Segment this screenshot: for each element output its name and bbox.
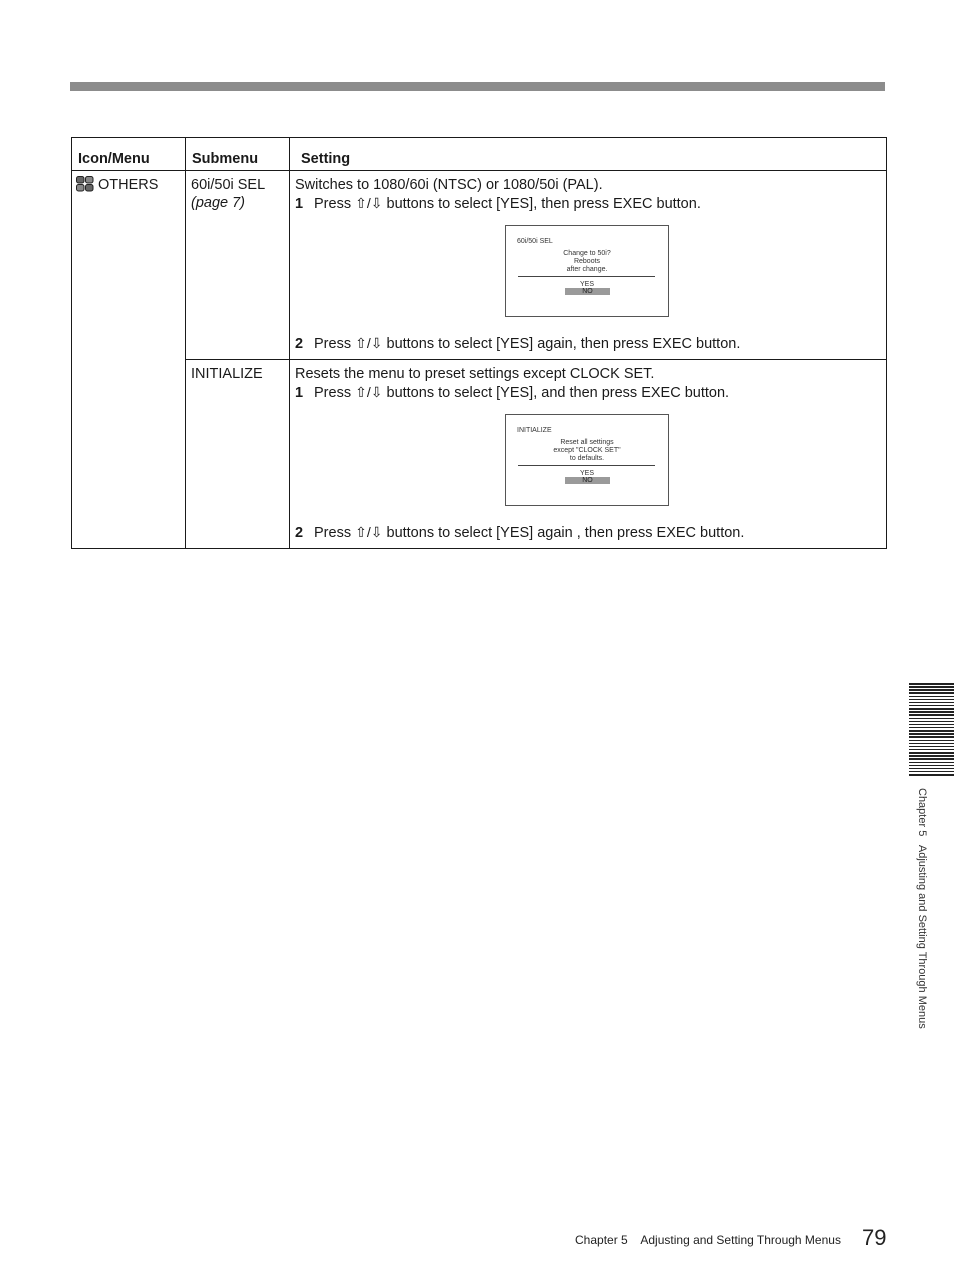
osd-yes-option: YES (579, 281, 594, 288)
step-text: buttons to select [YES] again, then press EXEC button. (386, 336, 741, 352)
step-1 (295, 383, 886, 402)
submenu-name: 60i/50i SEL (191, 177, 266, 193)
osd-message-line: except "CLOCK SET" (553, 447, 621, 454)
menu-name: OTHERS (98, 177, 159, 193)
step-2 (295, 523, 886, 542)
footer-chapter-title: Chapter 5 Adjusting and Setting Through Menus (575, 1233, 841, 1247)
osd-divider (518, 465, 655, 466)
table-row-initialize (72, 360, 887, 549)
up-down-arrow-icon: ⇧/⇩ (355, 524, 383, 540)
header-icon-menu: Icon/Menu (72, 138, 186, 171)
step-text: buttons to select [YES], and then press EXEC button. (386, 385, 730, 401)
menu-cell (72, 171, 186, 549)
setting-description: Switches to 1080/60i (NTSC) or 1080/50i (PAL). (295, 177, 603, 193)
step-number: 2 (295, 336, 304, 352)
submenu-cell (186, 171, 290, 360)
up-down-arrow-icon: ⇧/⇩ (355, 195, 383, 211)
step-text: buttons to select [YES] again , then press EXEC button. (386, 525, 745, 541)
step-number: 1 (295, 385, 304, 401)
step-number: 1 (295, 196, 304, 212)
chapter-tab-marks (909, 683, 954, 776)
osd-title: INITIALIZE (517, 427, 552, 434)
osd-message-line: Reset all settings (560, 439, 614, 446)
osd-yes-option: YES (579, 470, 594, 477)
osd-no-option-selected: NO (565, 288, 610, 295)
osd-message-line: Reboots (573, 258, 601, 265)
submenu-page-ref: (page 7) (191, 195, 246, 211)
osd-screen-60i50i (505, 225, 669, 317)
header-submenu: Submenu (186, 138, 290, 171)
step-1 (295, 194, 886, 213)
press-word: Press (314, 336, 352, 352)
others-menu-icon (76, 176, 94, 192)
osd-message-line: Change to 50i? (563, 250, 611, 257)
step-text: buttons to select [YES], then press EXEC button. (386, 196, 701, 212)
setting-description: Resets the menu to preset settings except CLOCK SET. (295, 366, 655, 382)
osd-divider (518, 276, 655, 277)
menu-settings-table (71, 137, 887, 549)
press-word: Press (314, 525, 352, 541)
submenu-cell (186, 360, 290, 549)
table-header-row (72, 138, 887, 171)
osd-no-option-selected: NO (565, 477, 610, 484)
step-2 (295, 334, 886, 353)
page-number: 79 (862, 1225, 887, 1250)
submenu-name: INITIALIZE (191, 366, 263, 382)
setting-cell (290, 171, 887, 360)
setting-cell (290, 360, 887, 549)
table-row-60i50i (72, 171, 887, 360)
osd-message-line: after change. (566, 266, 608, 273)
press-word: Press (314, 196, 352, 212)
osd-message (506, 250, 668, 274)
osd-message-line: to defaults. (569, 455, 605, 462)
osd-message (506, 439, 668, 463)
side-chapter-label: Chapter 5 Adjusting and Setting Through Menus (916, 788, 928, 1029)
header-setting: Setting (290, 138, 887, 171)
step-number: 2 (295, 525, 304, 541)
osd-screen-initialize (505, 414, 669, 506)
up-down-arrow-icon: ⇧/⇩ (355, 384, 383, 400)
osd-title: 60i/50i SEL (517, 238, 553, 245)
press-word: Press (314, 385, 352, 401)
up-down-arrow-icon: ⇧/⇩ (355, 335, 383, 351)
header-rule (70, 82, 885, 91)
